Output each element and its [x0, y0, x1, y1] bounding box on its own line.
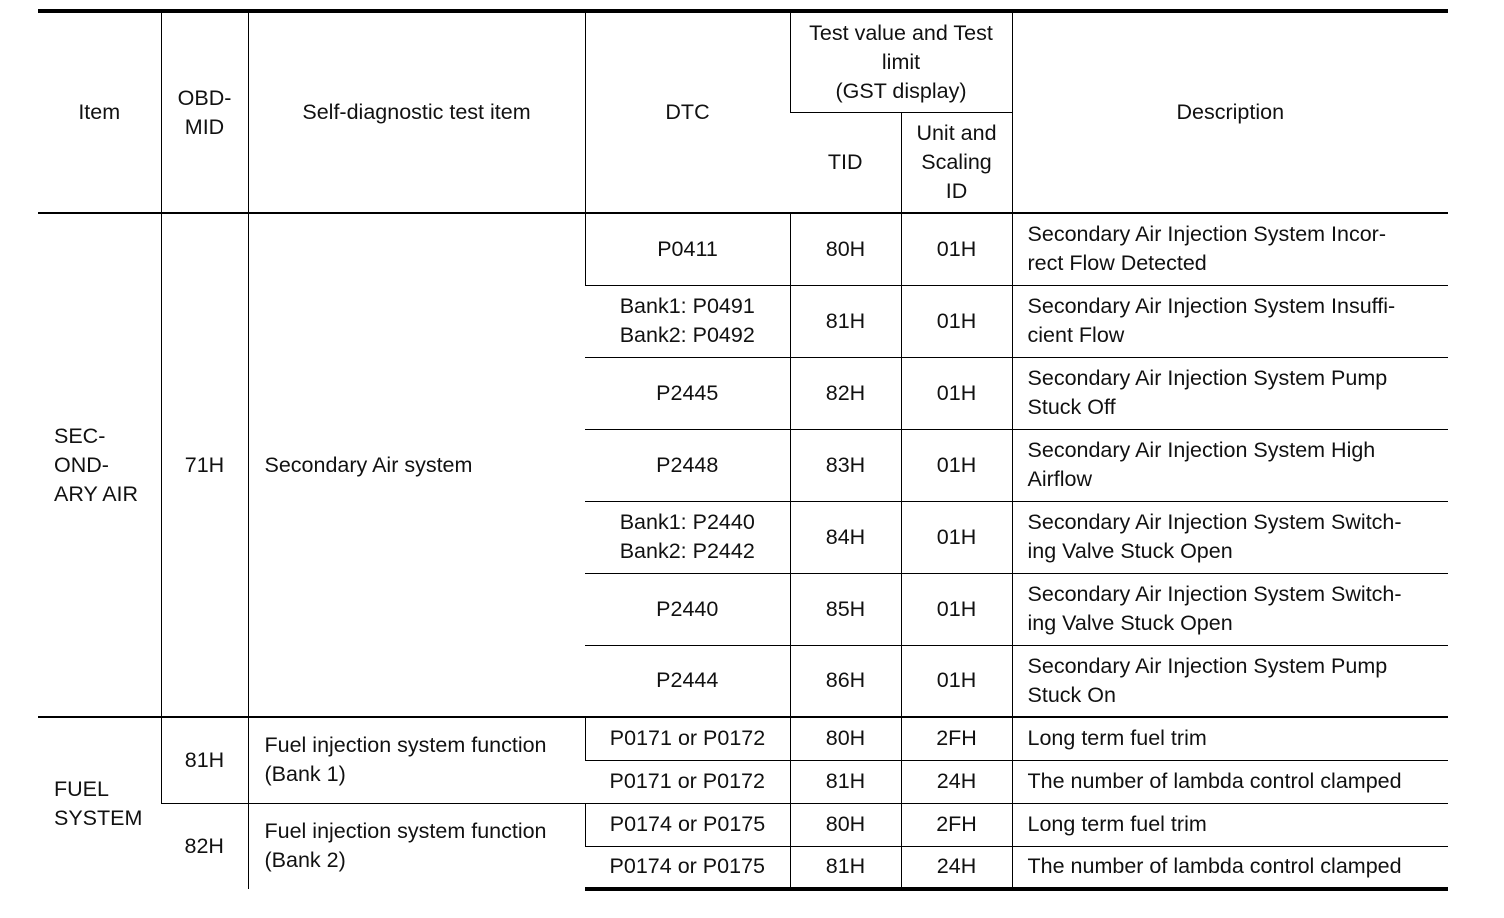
- obd-test-table: [38, 9, 1448, 891]
- description-cell: Long term fuel trim: [1012, 803, 1448, 846]
- description-cell: Secondary Air Injection System Incor- rect Flow Detected: [1012, 213, 1448, 285]
- unit-scaling-cell: 01H: [901, 213, 1012, 285]
- unit-scaling-cell: 01H: [901, 429, 1012, 501]
- test-item-cell: Fuel injection system function (Bank 1): [248, 717, 585, 803]
- table-row: [38, 213, 1448, 285]
- tid-cell: 81H: [790, 846, 901, 889]
- dtc-cell: P0174 or P0175: [585, 803, 790, 846]
- table-row: [38, 717, 1448, 760]
- description-cell: The number of lambda control clamped: [1012, 760, 1448, 803]
- dtc-cell: P2444: [585, 645, 790, 717]
- unit-scaling-cell: 01H: [901, 501, 1012, 573]
- tid-cell: 84H: [790, 501, 901, 573]
- description-cell: Secondary Air Injection System Pump Stuck On: [1012, 645, 1448, 717]
- header-self-diagnostic-test-item: Self-diagnostic test item: [248, 11, 585, 213]
- tid-cell: 80H: [790, 717, 901, 760]
- tid-cell: 80H: [790, 213, 901, 285]
- unit-scaling-cell: 24H: [901, 760, 1012, 803]
- header-unit-scaling-id: Unit and Scaling ID: [901, 112, 1012, 213]
- header-test-value: Test value and Test limit (GST display): [790, 11, 1012, 112]
- dtc-cell: P0171 or P0172: [585, 760, 790, 803]
- header-item: Item: [38, 11, 161, 213]
- dtc-cell: P2445: [585, 357, 790, 429]
- obd-mid-cell: 71H: [161, 213, 248, 717]
- header-description: Description: [1012, 11, 1448, 213]
- obd-mid-cell: 81H: [161, 717, 248, 803]
- unit-scaling-cell: 2FH: [901, 717, 1012, 760]
- test-item-cell: Fuel injection system function (Bank 2): [248, 803, 585, 889]
- dtc-cell: P2440: [585, 573, 790, 645]
- header-tid: TID: [790, 112, 901, 213]
- unit-scaling-cell: 01H: [901, 285, 1012, 357]
- description-cell: Secondary Air Injection System Pump Stuck Off: [1012, 357, 1448, 429]
- tid-cell: 85H: [790, 573, 901, 645]
- unit-scaling-cell: 01H: [901, 357, 1012, 429]
- item-fuel-system: FUEL SYSTEM: [38, 717, 161, 889]
- unit-scaling-cell: 2FH: [901, 803, 1012, 846]
- dtc-cell: P0411: [585, 213, 790, 285]
- test-item-cell: Secondary Air system: [248, 213, 585, 717]
- dtc-cell: P0174 or P0175: [585, 846, 790, 889]
- description-cell: Long term fuel trim: [1012, 717, 1448, 760]
- dtc-cell: P0171 or P0172: [585, 717, 790, 760]
- tid-cell: 81H: [790, 285, 901, 357]
- tid-cell: 86H: [790, 645, 901, 717]
- description-cell: Secondary Air Injection System High Airflow: [1012, 429, 1448, 501]
- table-row: [38, 803, 1448, 846]
- unit-scaling-cell: 01H: [901, 645, 1012, 717]
- description-cell: Secondary Air Injection System Switch- ing Valve Stuck Open: [1012, 501, 1448, 573]
- unit-scaling-cell: 01H: [901, 573, 1012, 645]
- obd-mid-cell: 82H: [161, 803, 248, 889]
- item-secondary-air: SEC- OND- ARY AIR: [38, 213, 161, 717]
- tid-cell: 82H: [790, 357, 901, 429]
- description-cell: The number of lambda control clamped: [1012, 846, 1448, 889]
- header-obd-mid: OBD- MID: [161, 11, 248, 213]
- dtc-cell: Bank1: P0491 Bank2: P0492: [585, 285, 790, 357]
- obd-test-table-container: [38, 9, 1448, 891]
- header-dtc: DTC: [585, 11, 790, 213]
- dtc-cell: Bank1: P2440 Bank2: P2442: [585, 501, 790, 573]
- tid-cell: 81H: [790, 760, 901, 803]
- tid-cell: 80H: [790, 803, 901, 846]
- description-cell: Secondary Air Injection System Switch- ing Valve Stuck Open: [1012, 573, 1448, 645]
- description-cell: Secondary Air Injection System Insuffi- cient Flow: [1012, 285, 1448, 357]
- unit-scaling-cell: 24H: [901, 846, 1012, 889]
- tid-cell: 83H: [790, 429, 901, 501]
- dtc-cell: P2448: [585, 429, 790, 501]
